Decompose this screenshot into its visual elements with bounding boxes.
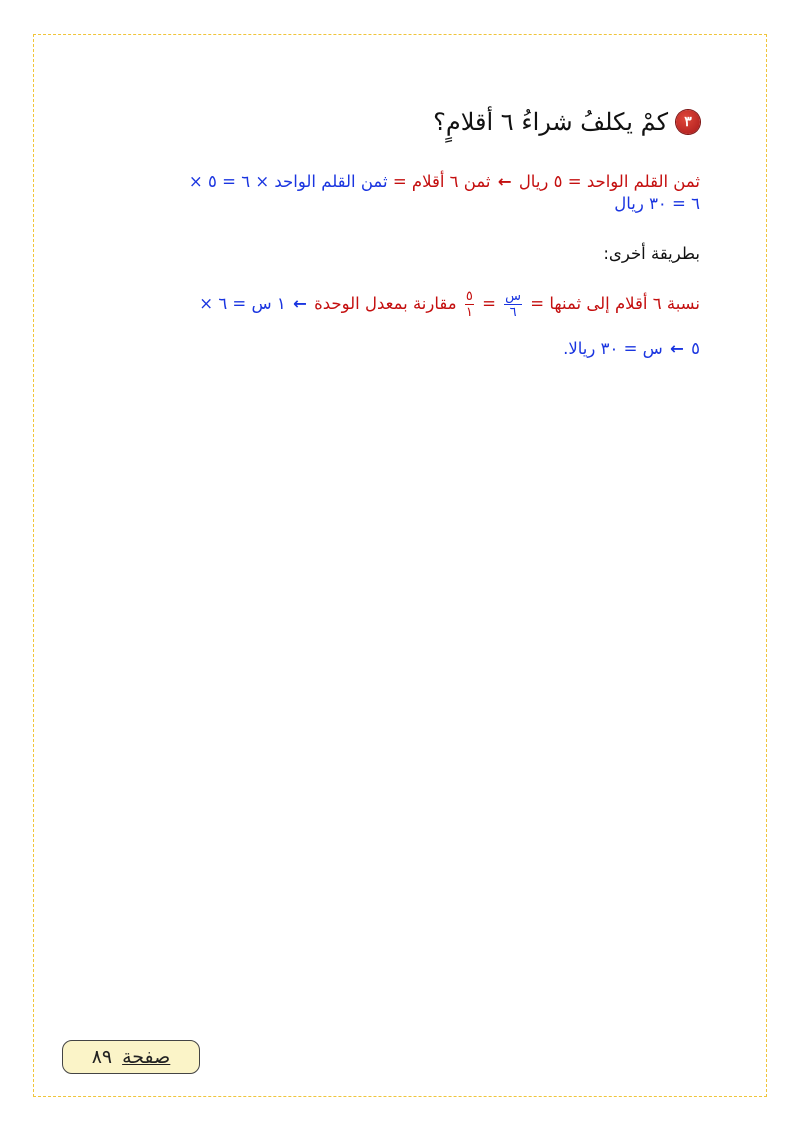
fraction-denominator: ١: [465, 305, 473, 320]
six-pens-price-label: ثمن ٦ أقلام =: [392, 172, 491, 191]
ratio-statement: نسبة ٦ أقلام إلى ثمنها =: [530, 294, 700, 313]
arrow-left-icon: ←: [497, 172, 512, 191]
solution-line-2: [110, 193, 700, 215]
page-number: ٨٩: [91, 1046, 113, 1068]
solution-line-1: [110, 171, 700, 193]
fraction-x-over-6: [504, 290, 522, 319]
multiplication-expression: ثمن القلم الواحد × ٦ = ٥ ×: [188, 172, 388, 191]
total-result: ٦ = ٣٠ ريال: [614, 194, 700, 213]
page-number-label: [62, 1040, 200, 1074]
fraction-numerator: س: [505, 289, 522, 304]
unit-rate-comparison: مقارنة بمعدل الوحدة: [314, 294, 457, 313]
alternative-method-heading: [110, 243, 700, 265]
fraction-denominator: ٦: [509, 305, 517, 320]
arrow-left-icon: ←: [670, 339, 684, 358]
fraction-5-over-1: [465, 290, 474, 319]
unit-price-statement: ثمن القلم الواحد = ٥ ريال: [518, 172, 700, 191]
question-text: كمْ يكلفُ شراءُ ٦ أقلامٍ؟: [433, 108, 668, 136]
fraction-numerator: ٥: [465, 289, 473, 304]
factor-five: ٥: [691, 339, 700, 358]
question-number-badge: ٣: [676, 110, 700, 134]
final-answer: س = ٣٠ ريالا.: [563, 339, 663, 358]
solution-line-4: [110, 338, 700, 360]
page-word: صفحة: [122, 1046, 171, 1068]
alt-heading-text: بطريقة أخرى:: [603, 244, 700, 263]
arrow-left-icon: ←: [293, 294, 307, 313]
question-heading: [433, 108, 700, 136]
equals-sign: =: [482, 294, 496, 313]
solution-line-3: [110, 290, 700, 319]
cross-multiplication: ١ س = ٦ ×: [199, 294, 286, 313]
